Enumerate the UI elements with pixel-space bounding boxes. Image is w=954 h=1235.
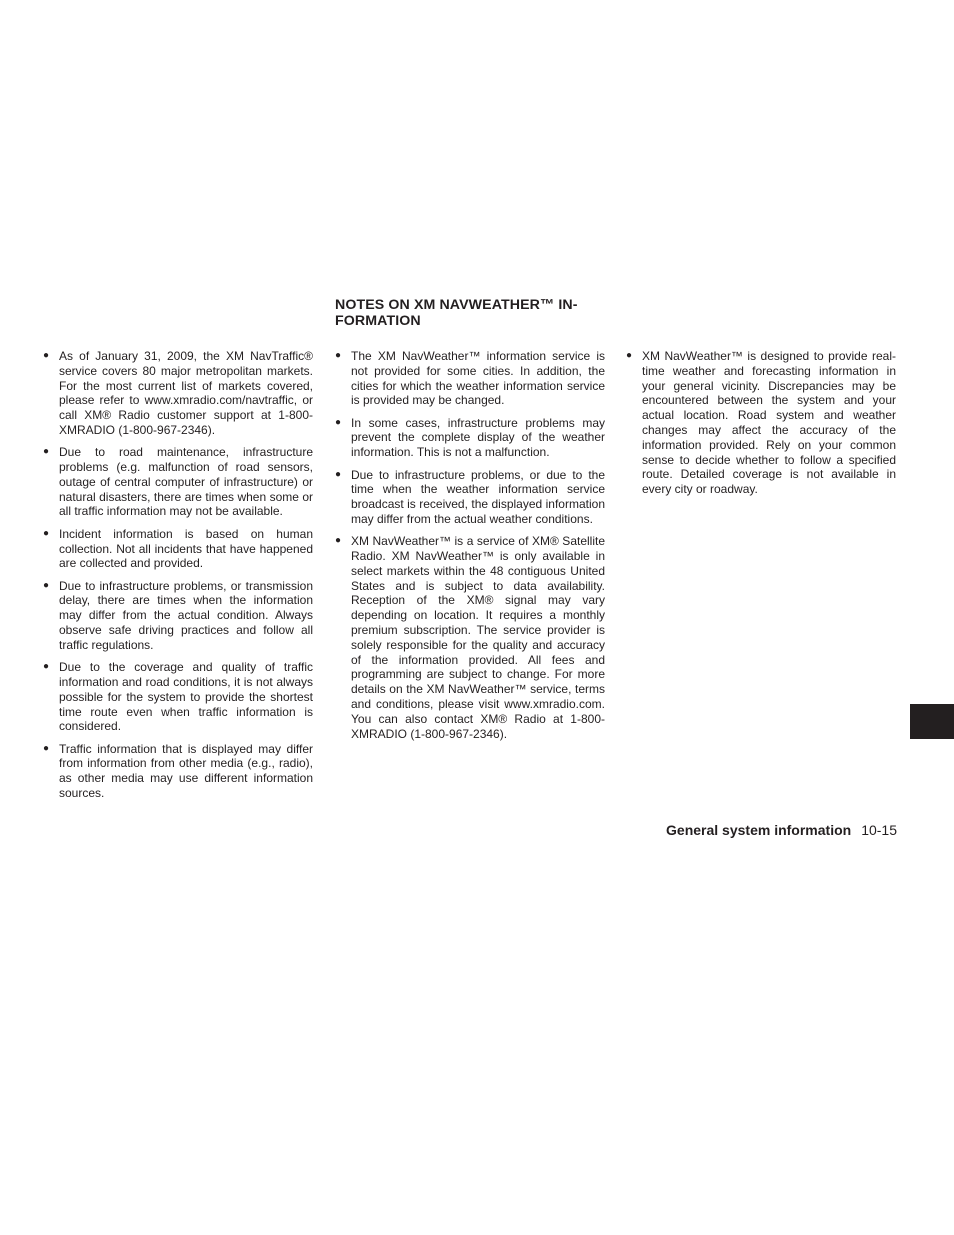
bullet-list: [335, 349, 605, 741]
bullet-icon: ●: [43, 661, 50, 673]
bullet-icon: ●: [43, 579, 50, 591]
bullet-icon: ●: [335, 468, 342, 480]
list-item: [43, 527, 313, 571]
list-item-text: Due to infrastructure problems, or transmission delay, there are times when the information may differ from the actual condition. Always observe safe driving practices and follow all traffic regulations.: [59, 578, 313, 652]
list-item: [43, 660, 313, 734]
column-1: [43, 349, 313, 808]
bullet-list: [626, 349, 896, 497]
bullet-icon: ●: [335, 535, 342, 547]
list-item: [626, 349, 896, 497]
bullet-icon: ●: [43, 527, 50, 539]
page-footer: [666, 822, 897, 838]
bullet-icon: ●: [43, 446, 50, 458]
list-item: [335, 468, 605, 527]
list-item-text: Incident information is based on human collection. Not all incidents that have happened are collected and provided.: [59, 526, 313, 571]
list-item: [335, 349, 605, 408]
list-item-text: Due to infrastructure problems, or due to the time when the weather information service broadcast is received, the displayed information may differ from the actual weather conditions.: [351, 467, 605, 526]
bullet-list: [43, 349, 313, 801]
list-item: [335, 534, 605, 741]
list-item-text: The XM NavWeather™ information service is not provided for some cities. In addition, the cities for which the weather information service is provided may be changed.: [351, 349, 605, 408]
bullet-icon: ●: [43, 350, 50, 361]
list-item: [335, 416, 605, 460]
column-3: [626, 349, 896, 504]
page-number: 10-15: [861, 822, 897, 838]
list-item-text: Due to the coverage and quality of traffic information and road conditions, it is not always possible for the system to provide the shortest time route even when traffic information is considered.: [59, 660, 313, 734]
bullet-icon: ●: [335, 416, 342, 428]
list-item: [43, 349, 313, 438]
column-2: [335, 349, 605, 749]
list-item: [43, 579, 313, 653]
chapter-tab: [910, 704, 954, 739]
bullet-icon: ●: [43, 742, 50, 754]
list-item-text: Due to road maintenance, infrastructure problems (e.g. malfunction of road sensors, outage of central computer of infrastructure) or natural disasters, there are times when some or all traffic information may not be available.: [59, 445, 313, 519]
list-item: [43, 445, 313, 519]
bullet-icon: ●: [626, 350, 633, 361]
list-item-text: XM NavWeather™ is a service of XM® Satellite Radio. XM NavWeather™ is only available in select markets within the 48 contiguous United States and is subject to data availability. Reception of the XM® signal may vary depending on location. It requires a monthly premium subscription. The service provider is solely responsible for the quality and accuracy of the information provided. All fees and programming are subject to change. For more details on the XM NavWeather™ service, terms and conditions, please visit www.xmradio.com. You can also contact XM® Radio at 1-800-XMRADIO (1-800-967-2346).: [351, 534, 605, 741]
bullet-icon: ●: [335, 350, 342, 361]
list-item: [43, 742, 313, 801]
list-item-text: In some cases, infrastructure problems may prevent the complete display of the weather information. This is not a malfunction.: [351, 415, 605, 460]
list-item-text: As of January 31, 2009, the XM NavTraffic® service covers 80 major metropolitan markets. For the most current list of markets covered, please refer to www.xmradio.com/navtraffic, or call XM® Radio customer support at 1-800-XMRADIO (1-800-967-2346).: [59, 349, 313, 437]
list-item-text: XM NavWeather™ is designed to provide real-time weather and forecasting information in your general vicinity. Discrepancies may be encountered between the system and your actual location. Road system and weather changes may affect the accuracy of the information provided. Rely on your common sense to decide whether to follow a specified route. Detailed coverage is not available in every city or roadway.: [642, 349, 896, 497]
footer-section-title: General system information: [666, 822, 852, 838]
list-item-text: Traffic information that is displayed may differ from information from other media (e.g., radio), as other media may use different information sources.: [59, 741, 313, 801]
section-heading: NOTES ON XM NAVWEATHER™ IN- FORMATION: [335, 297, 578, 329]
